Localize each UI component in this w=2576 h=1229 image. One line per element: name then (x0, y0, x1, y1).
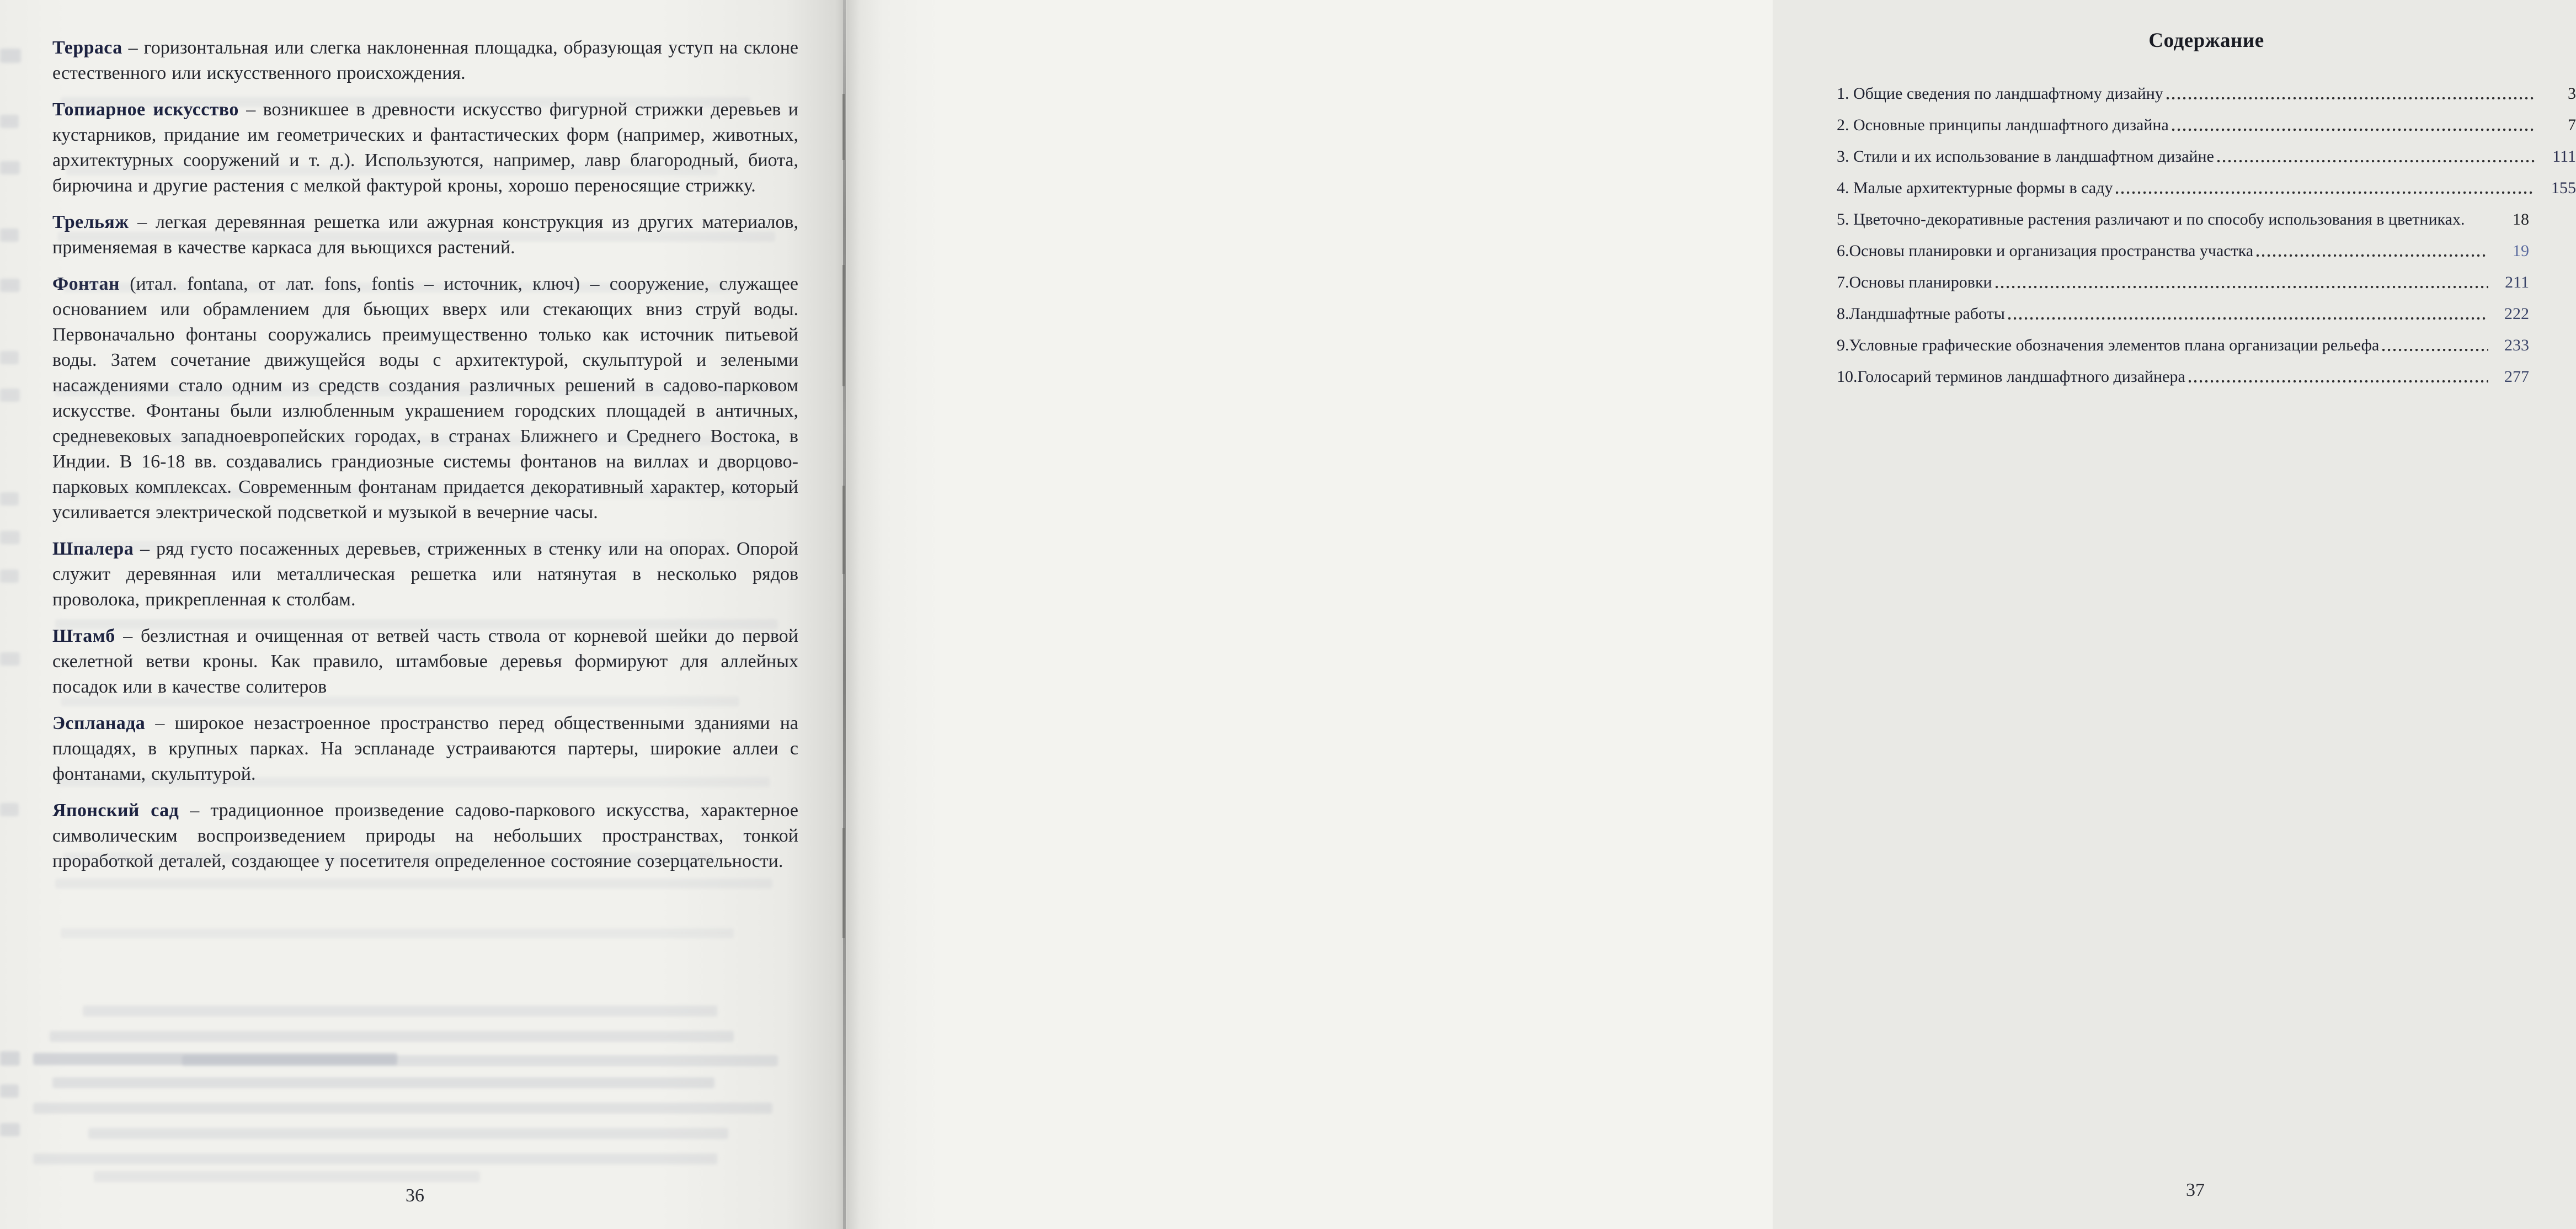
dot-leader (2116, 181, 2535, 198)
glossary-term: Эспланада (52, 713, 146, 733)
toc-entry-label: 8.Ландшафтные работы (1837, 305, 2005, 323)
glossary-definition: – безлистная и очищенная от ветвей часть ствола от корневой шейки до первой скелетной ветви кроны. Как правило, штамбовые деревья формируют для аллейных посадок или в качестве солитеров (52, 626, 798, 697)
toc-entry-page: 233 (2504, 336, 2529, 354)
toc-entry-label: 5. Цветочно-декоративные растения различают и по способу использования в цветниках. (1837, 210, 2465, 228)
toc-entry-label: 7.Основы планировки (1837, 273, 1992, 291)
toc-entry-label: 2. Основные принципы ландшафтного дизайна (1837, 116, 2169, 134)
toc-entry (1837, 368, 2576, 386)
bleed-through-line (0, 492, 19, 506)
bleed-through-line (63, 541, 726, 551)
glossary-entry (52, 35, 798, 86)
toc-entry (1837, 147, 2576, 166)
bleed-through-line (0, 389, 20, 402)
glossary-term: Фонтан (52, 274, 120, 294)
glossary-entry (52, 798, 798, 874)
bleed-through-line (0, 279, 20, 292)
binding-stitch (842, 828, 845, 938)
toc-entry-label: 6.Основы планировки и организация пространства участка (1837, 242, 2254, 260)
dot-leader (2189, 370, 2488, 386)
bleed-through-line (55, 386, 783, 396)
bleed-through-line (58, 488, 770, 498)
bleed-through-line (0, 1123, 20, 1136)
bleed-through-line (0, 652, 20, 666)
toc-entry-page: 222 (2504, 305, 2529, 323)
bleed-through-line (55, 619, 778, 629)
dot-leader (2382, 338, 2488, 355)
glossary-term: Японский сад (52, 800, 179, 821)
bleed-through-line (63, 283, 731, 292)
bleed-through-line (0, 161, 20, 174)
bleed-through-line (182, 1055, 778, 1066)
bleed-through-line (0, 531, 20, 544)
toc-entry (1837, 273, 2576, 292)
bleed-through-line (61, 436, 745, 446)
bleed-through-line (94, 1171, 480, 1182)
binding-stitch (842, 486, 845, 574)
dot-leader (2008, 307, 2488, 323)
binding-stitch (842, 94, 845, 160)
bleed-through-line (0, 803, 19, 816)
toc-entry-label: 9.Условные графические обозначения элементов плана организации рельефа (1837, 336, 2380, 354)
toc-entry-page: 7 (2568, 116, 2576, 134)
bleed-through-line (61, 928, 734, 938)
bleed-through-line (50, 1031, 734, 1042)
dot-leader (2217, 150, 2535, 166)
toc-entry (1837, 336, 2576, 355)
binding-stitch (842, 265, 845, 386)
bleed-through-line (52, 1077, 714, 1088)
toc-entry-page: 277 (2504, 368, 2529, 386)
bleed-through-line (83, 1005, 717, 1017)
toc-entry-page: 111 (2552, 147, 2576, 166)
glossary-definition: – легкая деревянная решетка или ажурная конструкция из других материалов, применяемая в качестве каркаса для вьющихся растений. (52, 212, 798, 258)
glossary-definition: – традиционное произведение садово-паркового искусства, характерное символическим воспроизведением природы на небольших пространствах, тонкой проработкой деталей, создающее у посетителя определенное состояние созерцательности. (52, 800, 798, 871)
bleed-through-line (55, 879, 772, 889)
toc-entry-page: 155 (2551, 179, 2576, 197)
glossary-term: Терраса (52, 38, 122, 58)
toc-list (1837, 84, 2576, 386)
toc-entry-label: 10.Голосарий терминов ландшафтного дизайнера (1837, 368, 2185, 386)
toc-entry-page: 211 (2505, 273, 2529, 291)
toc-entry (1837, 84, 2576, 103)
bleed-through-line (61, 696, 739, 706)
toc-entry-page: 18 (2513, 210, 2529, 228)
glossary-term: Топиарное искусство (52, 99, 239, 120)
toc-entry (1837, 116, 2576, 135)
bleed-through-line (63, 853, 714, 863)
page-number-right: 37 (2186, 1180, 2205, 1200)
toc-entry (1837, 305, 2576, 323)
bleed-through-line (88, 1128, 728, 1139)
bleed-through-line (61, 97, 750, 107)
dot-leader (2172, 118, 2535, 135)
bleed-through-line (33, 1103, 772, 1114)
glossary-definition: (итал. fontana, от лат. fons, fontis – источник, ключ) – сооружение, служащее основанием или обрамлением для бьющих вверх или стекающих вниз струй воды. Первоначально фонтаны сооружались преимущественно только как источник питьевой воды. Затем сочетание движущейся воды с архитектурой, скульптурой и зелеными насаждениями стало одним из средств создания различных решений в садово-парковом искусстве. Фонтаны были излюбленным украшением городских площадей в античных, средневековых западноевропейских городах, в странах Ближнего и Среднего Востока, в Индии. В 16-18 вв. создавались грандиозные системы фонтанов на виллах и дворцово-парковых комплексах. Современным фонтанам придается декоративный характер, который усиливается электрической подсветкой и музыкой в вечерние часы. (52, 274, 798, 523)
toc-entry-label: 1. Общие сведения по ландшафтному дизайну (1837, 84, 2163, 103)
glossary-term: Шпалера (52, 539, 134, 559)
dot-leader (2468, 212, 2488, 229)
book-gutter-fold (843, 0, 846, 1229)
glossary-entry (52, 97, 798, 199)
glossary-term: Штамб (52, 626, 115, 646)
bleed-through-line (0, 1051, 20, 1066)
glossary-entry (52, 624, 798, 700)
toc-entry-label: 4. Малые архитектурные формы в саду (1837, 179, 2113, 197)
toc-entry-page: 19 (2513, 242, 2529, 260)
bleed-through-line (0, 1084, 19, 1098)
bleed-through-line (0, 570, 19, 583)
glossary-entry (52, 711, 798, 787)
table-of-contents (1837, 29, 2576, 399)
glossary-definition: – ряд густо посаженных деревьев, стриженных в стенку или на опорах. Опорой служит деревянная или металлическая решетка или натянутая в несколько рядов проволока, прикрепленная к столбам. (52, 539, 798, 610)
bleed-through-line (0, 115, 19, 128)
bleed-through-line (58, 777, 770, 787)
dot-leader (1996, 275, 2488, 292)
bleed-through-line (0, 351, 19, 364)
toc-title: Содержание (2148, 29, 2264, 52)
glossary-entry (52, 272, 798, 525)
bleed-through-line (0, 228, 19, 242)
glossary-term: Трельяж (52, 212, 129, 232)
toc-entry-label: 3. Стили и их использование в ландшафтном дизайне (1837, 147, 2214, 166)
toc-entry (1837, 210, 2576, 229)
bleed-through-line (0, 49, 21, 63)
dot-leader (2167, 87, 2535, 103)
glossary-definition: – широкое незастроенное пространство перед общественными зданиями на площадях, в крупных парках. На эспланаде устраиваются партеры, широкие аллеи с фонтанами, скульптурой. (52, 713, 798, 784)
left-book-page (0, 0, 844, 1229)
bleed-through-line (58, 232, 775, 242)
glossary-text-block (52, 35, 798, 885)
toc-entry (1837, 242, 2576, 260)
dot-leader (2257, 244, 2488, 260)
toc-entry (1837, 179, 2576, 198)
toc-entry-page: 3 (2568, 84, 2576, 103)
glossary-definition: – возникшее в древности искусство фигурной стрижки деревьев и кустарников, придание им геометрических и фантастических форм (например, животных, архитектурных сооружений и т. д.). Используются, например, лавр благородный, биота, бирючина и другие растения с мелкой фактурой кроны, хорошо переносящие стрижку. (52, 99, 798, 196)
right-book-page (846, 0, 2576, 1229)
bleed-through-line (33, 1153, 717, 1164)
glossary-definition: – горизонтальная или слегка наклоненная площадка, образующая уступ на склоне естественного или искусственного происхождения. (52, 38, 798, 83)
page-number-left: 36 (406, 1185, 424, 1206)
bleed-through-line (66, 166, 717, 175)
